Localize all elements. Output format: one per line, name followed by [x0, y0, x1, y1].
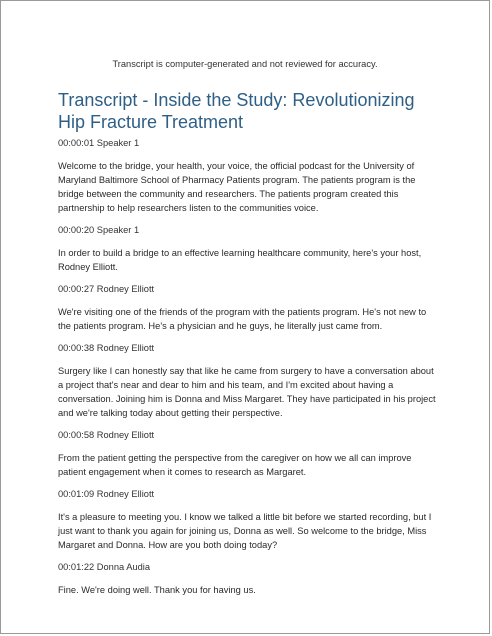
- entry-timestamp: 00:00:20 Speaker 1: [58, 225, 140, 235]
- entry-timestamp: 00:00:01 Speaker 1: [58, 138, 140, 148]
- entry-text: We're visiting one of the friends of the program with the patients program. He's not new to the patients program. He's a physician and he guys, he literally just came from.: [58, 307, 427, 331]
- transcript-entry: [58, 561, 438, 597]
- transcript-entry: [58, 137, 438, 215]
- accuracy-notice: Transcript is computer-generated and not reviewed for accuracy.: [112, 59, 378, 69]
- transcript-body: [58, 137, 438, 606]
- transcript-entry: [58, 224, 438, 274]
- entry-timestamp: 00:00:58 Rodney Elliott: [58, 430, 155, 440]
- entry-text: Surgery like I can honestly say that like he came from surgery to have a conversation about a project that's near and dear to him and his team, and I'm excited about having a conversation. Joining him is Donna and Miss Margaret. They have participated in his project and we're talking today about getting their perspective.: [58, 366, 436, 418]
- entry-text: Welcome to the bridge, your health, your voice, the official podcast for the University of Maryland Baltimore School of Pharmacy Patients program. The patients program is the bridge between the community and researchers. The patients program created this partnership to help researchers listen to the communities voice.: [58, 161, 416, 213]
- entry-timestamp: 00:01:09 Rodney Elliott: [58, 489, 155, 499]
- transcript-entry: [58, 488, 438, 552]
- page-title: Transcript - Inside the Study: Revolutionizing Hip Fracture Treatment: [58, 90, 415, 132]
- entry-timestamp: 00:01:22 Donna Audia: [58, 562, 151, 572]
- entry-text: It's a pleasure to meeting you. I know we talked a little bit before we started recording, but I just want to thank you again for joining us, Donna as well. So welcome to the bridge, Miss Margaret and Donna. How are you both doing today?: [58, 512, 432, 550]
- entry-text: From the patient getting the perspective from the caregiver on how we all can improve patient engagement when it comes to research as Margaret.: [58, 453, 412, 477]
- transcript-entry: [58, 283, 438, 333]
- transcript-entry: [58, 342, 438, 420]
- entry-timestamp: 00:00:38 Rodney Elliott: [58, 343, 155, 353]
- entry-timestamp: 00:00:27 Rodney Elliott: [58, 284, 155, 294]
- transcript-entry: [58, 429, 438, 479]
- entry-text: Fine. We're doing well. Thank you for having us.: [58, 585, 256, 595]
- entry-text: In order to build a bridge to an effective learning healthcare community, here's your host, Rodney Elliott.: [58, 248, 422, 272]
